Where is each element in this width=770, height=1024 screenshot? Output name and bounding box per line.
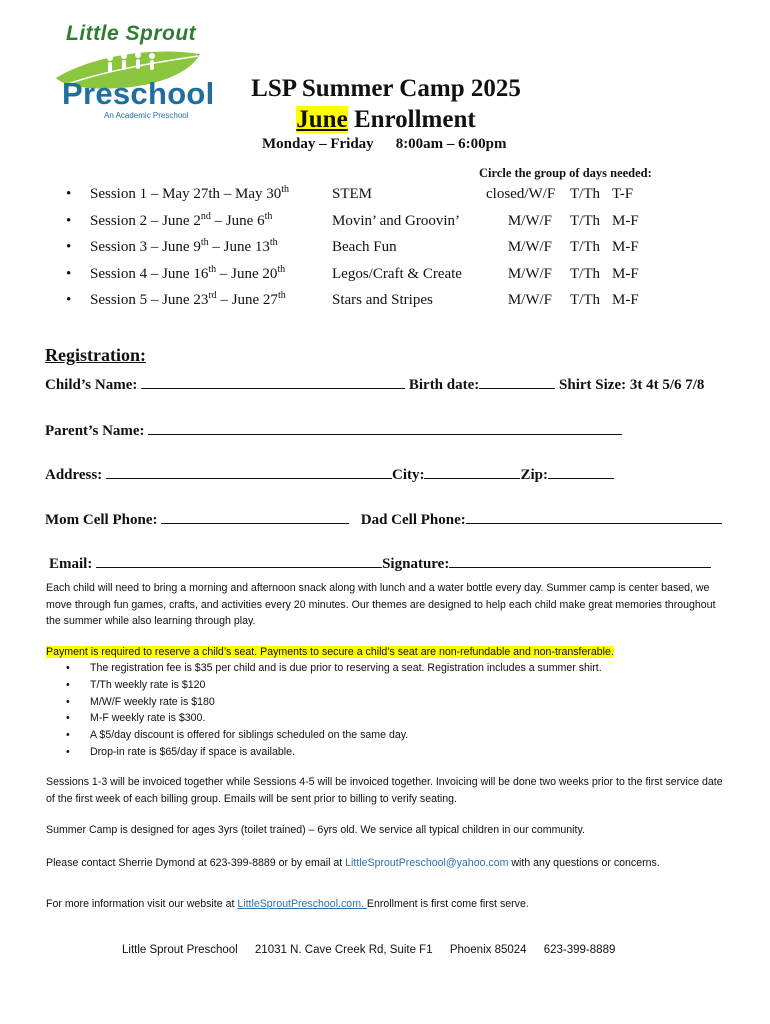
address-field[interactable]: [106, 463, 392, 479]
invoicing-paragraph: Sessions 1-3 will be invoiced together while Sessions 4-5 will be invoiced together. Invoicing will be done two weeks prior to the first service date of the first week of each billing group. Emails will be sent prior to billing to verify seating.: [46, 776, 723, 805]
parent-row: [45, 419, 622, 440]
contact-pre: Please contact Sherrie Dymond at 623-399-8889 or by email at: [46, 857, 346, 869]
signature-label: Signature:: [382, 556, 450, 572]
address-label: Address:: [45, 467, 103, 483]
day-option[interactable]: T-F: [612, 186, 634, 202]
day-option[interactable]: M-F: [612, 292, 639, 308]
session-theme: Stars and Stripes: [332, 292, 433, 308]
day-option[interactable]: M/W/F: [507, 292, 552, 308]
child-name-label: Child’s Name:: [45, 377, 138, 393]
bullet-icon: •: [66, 729, 70, 742]
bullet-icon: •: [66, 212, 72, 229]
session-name: Session 3 – June 9th – June 13th: [90, 237, 278, 255]
logo-top-text: Little Sprout: [66, 22, 197, 45]
day-option[interactable]: M-F: [612, 239, 639, 255]
footer-name: Little Sprout Preschool: [122, 944, 238, 956]
bullet-icon: •: [66, 695, 70, 708]
day-option[interactable]: T/Th: [570, 186, 600, 202]
signature-field[interactable]: [449, 552, 711, 568]
fee-item: • T/Th weekly rate is $120: [66, 677, 602, 694]
session-theme: Legos/Craft & Create: [332, 265, 462, 282]
website-paragraph: [46, 896, 726, 913]
intro-paragraph: Each child will need to bring a morning and afternoon snack along with lunch and a water bottle every day. Summer camp is center based, we move through fun games, crafts, and activities every 20 minutes. Our themes are designed to help each child make great memories throughout the summer while also learning through play.: [46, 582, 716, 627]
logo-main-text: Preschool: [62, 76, 215, 111]
day-option[interactable]: M/W/F: [507, 265, 552, 282]
schedule-hours: [262, 136, 507, 153]
bullet-icon: •: [66, 186, 72, 202]
website-link[interactable]: LittleSproutPreschool.com.: [237, 898, 367, 910]
session-row: [66, 186, 746, 213]
hours-text: 8:00am – 6:00pm: [395, 136, 507, 152]
session-row: [66, 263, 746, 293]
child-name-field[interactable]: [141, 373, 405, 389]
mom-cell-field[interactable]: [161, 508, 349, 524]
fee-item: • M-F weekly rate is $300.: [66, 710, 602, 727]
birth-date-label: Birth date:: [408, 377, 480, 393]
phone-row: [45, 508, 722, 529]
session-list: [66, 186, 746, 319]
day-option[interactable]: M/W/F: [507, 212, 552, 229]
payment-notice: [46, 644, 726, 661]
day-option[interactable]: M-F: [612, 212, 639, 229]
bullet-icon: •: [66, 662, 70, 674]
title-line-1: LSP Summer Camp 2025: [251, 75, 521, 102]
title-line-2: [236, 104, 536, 136]
website-pre: For more information visit our website at: [46, 898, 238, 910]
fee-item: • Drop-in rate is $65/day if space is available.: [66, 744, 602, 761]
session-name: Session 4 – June 16th – June 20th: [90, 263, 286, 282]
session-row: [66, 210, 746, 240]
day-option[interactable]: closed/W/F: [486, 186, 556, 202]
month-highlight: June: [296, 106, 348, 133]
address-row: [45, 463, 614, 484]
email-field[interactable]: [96, 552, 382, 568]
bullet-icon: •: [66, 712, 70, 725]
bullet-icon: •: [66, 239, 72, 255]
session-theme: Movin’ and Groovin’: [332, 212, 461, 229]
parent-name-label: Parent’s Name:: [45, 423, 145, 439]
footer-address: 21031 N. Cave Creek Rd, Suite F1: [254, 944, 433, 956]
days-text: Monday – Friday: [262, 136, 374, 152]
contact-paragraph: [46, 855, 726, 872]
session-row: [66, 239, 746, 266]
footer-phone: 623-399-8889: [543, 944, 616, 956]
bullet-icon: •: [66, 292, 72, 308]
bullet-icon: •: [66, 745, 70, 758]
child-row: [45, 373, 704, 394]
fee-item: • The registration fee is $35 per child and is due prior to reserving a seat. Registration includes a summer shirt.: [66, 660, 602, 677]
birth-date-field[interactable]: [479, 373, 555, 389]
email-row: [49, 552, 711, 573]
day-option[interactable]: T/Th: [570, 212, 600, 229]
page-title: [236, 74, 536, 136]
enrollment-word: Enrollment: [353, 106, 476, 133]
day-option[interactable]: M-F: [612, 265, 639, 282]
footer: [122, 944, 629, 956]
logo-subtitle: An Academic Preschool: [104, 111, 189, 120]
payment-highlight: Payment is required to reserve a child’s seat. Payments to secure a child’s seat are non-refundable and non-transferable.: [46, 646, 614, 658]
dad-cell-label: Dad Cell Phone:: [360, 512, 466, 528]
contact-post: with any questions or concerns.: [508, 857, 660, 869]
mom-cell-label: Mom Cell Phone:: [45, 512, 158, 528]
circle-days-label: Circle the group of days needed:: [479, 166, 652, 180]
contact-email-link[interactable]: LittleSproutPreschool@yahoo.com: [345, 857, 509, 869]
shirt-size-label: Shirt Size: 3t 4t 5/6 7/8: [559, 377, 705, 393]
city-field[interactable]: [424, 463, 520, 479]
session-row: [66, 292, 746, 319]
day-option[interactable]: T/Th: [570, 239, 600, 255]
zip-field[interactable]: [548, 463, 614, 479]
session-theme: Beach Fun: [332, 239, 397, 255]
day-option[interactable]: M/W/F: [507, 239, 552, 255]
registration-heading: Registration:: [45, 345, 146, 365]
fee-item: • M/W/F weekly rate is $180: [66, 694, 602, 711]
fee-item: • A $5/day discount is offered for siblings scheduled on the same day.: [66, 727, 602, 744]
session-theme: STEM: [332, 186, 373, 202]
zip-label: Zip:: [520, 467, 548, 483]
city-label: City:: [391, 467, 425, 483]
dad-cell-field[interactable]: [466, 508, 722, 524]
website-post: Enrollment is first come first serve.: [366, 898, 529, 910]
session-name: Session 2 – June 2nd – June 6th: [90, 210, 273, 229]
ages-paragraph: Summer Camp is designed for ages 3yrs (toilet trained) – 6yrs old. We service all typical children in our community.: [46, 824, 585, 836]
bullet-icon: •: [66, 678, 70, 691]
email-label: Email:: [49, 556, 93, 572]
bullet-icon: •: [66, 265, 72, 282]
session-name: Session 1 – May 27th – May 30th: [90, 184, 290, 202]
parent-name-field[interactable]: [148, 419, 622, 435]
day-option[interactable]: T/Th: [570, 292, 600, 308]
footer-city: Phoenix 85024: [449, 944, 527, 956]
fee-list: [66, 660, 602, 761]
session-name: Session 5 – June 23rd – June 27th: [90, 290, 286, 308]
day-option[interactable]: T/Th: [570, 265, 600, 282]
